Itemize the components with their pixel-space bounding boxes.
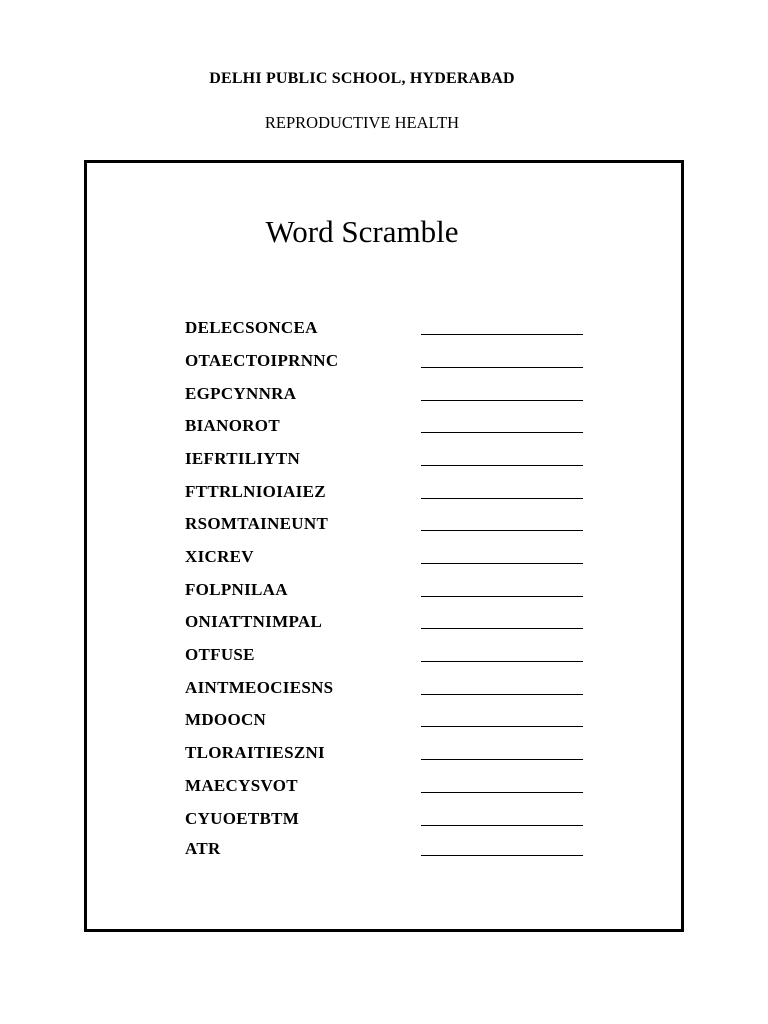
scrambled-word: CYUOETBTM xyxy=(185,809,300,828)
word-row xyxy=(185,710,585,734)
answer-line[interactable] xyxy=(421,367,583,368)
word-row xyxy=(185,809,585,833)
subject-title: REPRODUCTIVE HEALTH xyxy=(264,113,460,132)
scrambled-word: OTFUSE xyxy=(185,645,255,664)
answer-line[interactable] xyxy=(421,792,583,793)
word-row xyxy=(185,678,585,702)
answer-line[interactable] xyxy=(421,661,583,662)
answer-line[interactable] xyxy=(421,855,583,856)
scrambled-word: FOLPNILAA xyxy=(185,580,288,599)
word-row xyxy=(185,514,585,538)
scrambled-word: ONIATTNIMPAL xyxy=(185,612,323,631)
scrambled-word: DELECSONCEA xyxy=(185,318,318,337)
scrambled-word: BIANOROT xyxy=(185,416,280,435)
word-row xyxy=(185,351,585,375)
answer-line[interactable] xyxy=(421,498,583,499)
word-row xyxy=(185,547,585,571)
word-row xyxy=(185,318,585,342)
word-row xyxy=(185,776,585,800)
answer-line[interactable] xyxy=(421,759,583,760)
word-row xyxy=(185,645,585,669)
word-row xyxy=(185,580,585,604)
answer-line[interactable] xyxy=(421,563,583,564)
word-row xyxy=(185,743,585,767)
answer-line[interactable] xyxy=(421,400,583,401)
word-row xyxy=(185,839,585,863)
answer-line[interactable] xyxy=(421,726,583,727)
scrambled-word: ATR xyxy=(185,839,221,858)
scrambled-word: MDOOCN xyxy=(185,710,267,729)
answer-line[interactable] xyxy=(421,596,583,597)
answer-line[interactable] xyxy=(421,465,583,466)
scrambled-word: AINTMEOCIESNS xyxy=(185,678,334,697)
scrambled-word: FTTRLNIOIAIEZ xyxy=(185,482,326,501)
scrambled-word: EGPCYNNRA xyxy=(185,384,297,403)
scrambled-word: TLORAITIESZNI xyxy=(185,743,325,762)
answer-line[interactable] xyxy=(421,825,583,826)
scrambled-word: OTAECTOIPRNNC xyxy=(185,351,339,370)
word-row xyxy=(185,416,585,440)
word-row xyxy=(185,482,585,506)
scrambled-word: IEFRTILIYTN xyxy=(185,449,301,468)
scrambled-word: MAECYSVOT xyxy=(185,776,298,795)
answer-line[interactable] xyxy=(421,334,583,335)
answer-line[interactable] xyxy=(421,432,583,433)
school-name: DELHI PUBLIC SCHOOL, HYDERABAD xyxy=(209,70,515,87)
worksheet-title: Word Scramble xyxy=(265,214,459,249)
answer-line[interactable] xyxy=(421,628,583,629)
scrambled-word: XICREV xyxy=(185,547,254,566)
scrambled-word: RSOMTAINEUNT xyxy=(185,514,329,533)
word-row xyxy=(185,449,585,473)
answer-line[interactable] xyxy=(421,530,583,531)
word-row xyxy=(185,384,585,408)
word-row xyxy=(185,612,585,636)
answer-line[interactable] xyxy=(421,694,583,695)
